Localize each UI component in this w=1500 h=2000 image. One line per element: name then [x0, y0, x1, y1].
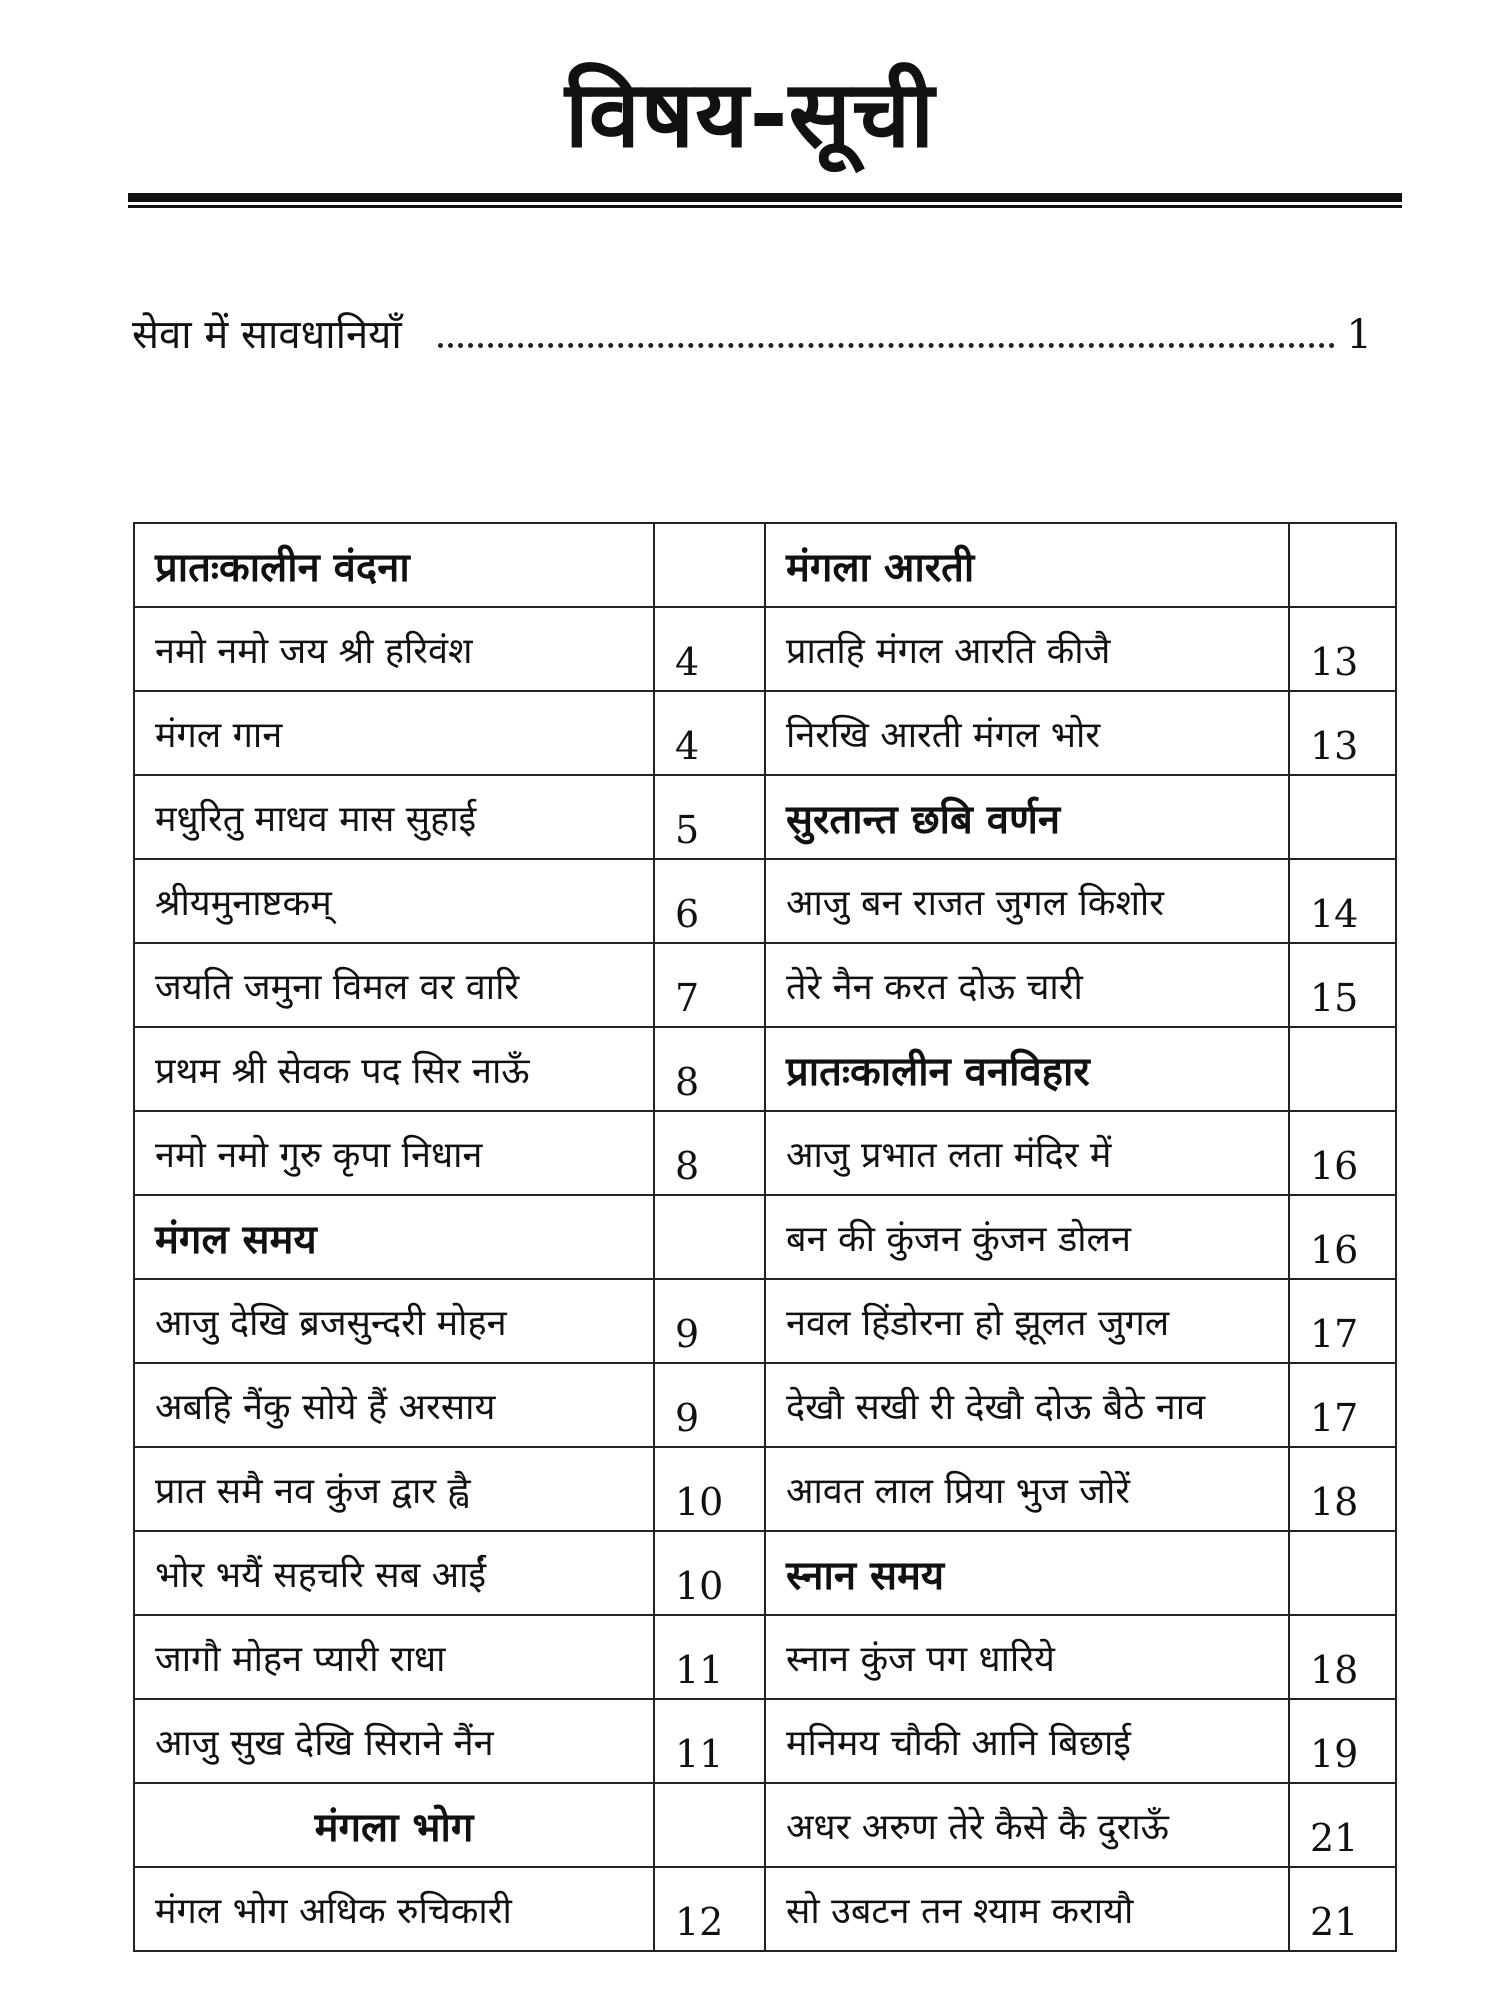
section-heading: मंगला भोग [134, 1783, 654, 1867]
toc-entry-title[interactable]: जागौ मोहन प्यारी राधा [134, 1615, 654, 1699]
toc-entry-title[interactable]: नमो नमो गुरु कृपा निधान [134, 1111, 654, 1195]
section-heading: स्नान समय [765, 1531, 1289, 1615]
toc-entry-title[interactable]: भोर भयैं सहचरि सब आईं [134, 1531, 654, 1615]
dot-leader [438, 311, 1335, 348]
toc-entry-page [654, 523, 765, 607]
table-row [134, 691, 1396, 775]
toc-entry-title[interactable]: मनिमय चौकी आनि बिछाई [765, 1699, 1289, 1783]
toc-entry-title[interactable]: प्रात समै नव कुंज द्वार ह्वै [134, 1447, 654, 1531]
toc-entry-page: 11 [654, 1615, 765, 1699]
toc-entry-page: 21 [1289, 1867, 1396, 1951]
section-heading: मंगला आरती [765, 523, 1289, 607]
toc-entry-page [654, 1783, 765, 1867]
toc-entry-title[interactable]: मधुरितु माधव मास सुहाई [134, 775, 654, 859]
table-row [134, 1531, 1396, 1615]
section-heading: सुरतान्त छबि वर्णन [765, 775, 1289, 859]
section-heading: प्रातःकालीन वनविहार [765, 1027, 1289, 1111]
table-row [134, 1615, 1396, 1699]
toc-entry-title[interactable]: बन की कुंजन कुंजन डोलन [765, 1195, 1289, 1279]
toc-entry-title[interactable]: श्रीयमुनाष्टकम् [134, 859, 654, 943]
toc-entry-page: 17 [1289, 1363, 1396, 1447]
toc-entry-title[interactable]: स्नान कुंज पग धारिये [765, 1615, 1289, 1699]
page-title: विषय-सूची [564, 61, 936, 168]
toc-entry-title[interactable]: आवत लाल प्रिया भुज जोरें [765, 1447, 1289, 1531]
table-row [134, 775, 1396, 859]
toc-entry-title[interactable]: आजु देखि ब्रजसुन्दरी मोहन [134, 1279, 654, 1363]
toc-entry-page: 8 [654, 1111, 765, 1195]
section-heading: प्रातःकालीन वंदना [134, 523, 654, 607]
toc-entry-page [1289, 523, 1396, 607]
intro-entry[interactable] [132, 305, 1372, 365]
toc-entry-page [1289, 1027, 1396, 1111]
toc-entry-page: 17 [1289, 1279, 1396, 1363]
title-divider-thick [128, 193, 1402, 202]
toc-entry-page: 21 [1289, 1783, 1396, 1867]
title-divider-thin [128, 205, 1402, 208]
toc-entry-title[interactable]: तेरे नैन करत दोऊ चारी [765, 943, 1289, 1027]
toc-entry-page: 6 [654, 859, 765, 943]
toc-entry-page: 18 [1289, 1447, 1396, 1531]
toc-entry-title[interactable]: निरखि आरती मंगल भोर [765, 691, 1289, 775]
toc-entry-title[interactable]: अबहि नैंकु सोये हैं अरसाय [134, 1363, 654, 1447]
toc-entry-title[interactable]: आजु सुख देखि सिराने नैंन [134, 1699, 654, 1783]
toc-entry-page: 4 [654, 691, 765, 775]
toc-entry-page: 9 [654, 1363, 765, 1447]
toc-entry-page: 5 [654, 775, 765, 859]
toc-entry-title[interactable]: जयति जमुना विमल वर वारि [134, 943, 654, 1027]
toc-entry-page: 7 [654, 943, 765, 1027]
toc-entry-title[interactable]: नमो नमो जय श्री हरिवंश [134, 607, 654, 691]
toc-entry-page: 10 [654, 1447, 765, 1531]
toc-entry-page [654, 1195, 765, 1279]
table-row [134, 1027, 1396, 1111]
toc-entry-title[interactable]: आजु बन राजत जुगल किशोर [765, 859, 1289, 943]
toc-entry-page [1289, 775, 1396, 859]
toc-entry-title[interactable]: नवल हिंडोरना हो झूलत जुगल [765, 1279, 1289, 1363]
toc-entry-page: 4 [654, 607, 765, 691]
table-row [134, 943, 1396, 1027]
toc-entry-page: 18 [1289, 1615, 1396, 1699]
table-row [134, 859, 1396, 943]
toc-entry-page: 13 [1289, 691, 1396, 775]
toc-entry-page: 14 [1289, 859, 1396, 943]
toc-entry-title[interactable]: मंगल गान [134, 691, 654, 775]
toc-entry-page: 8 [654, 1027, 765, 1111]
toc-entry-title[interactable]: अधर अरुण तेरे कैसे कै दुराऊँ [765, 1783, 1289, 1867]
table-row [134, 1447, 1396, 1531]
toc-entry-page: 16 [1289, 1111, 1396, 1195]
toc-entry-title[interactable]: प्रथम श्री सेवक पद सिर नाऊँ [134, 1027, 654, 1111]
intro-entry-page: 1 [1346, 312, 1372, 358]
contents-table [133, 522, 1397, 1952]
toc-entry-page: 15 [1289, 943, 1396, 1027]
toc-entry-page: 12 [654, 1867, 765, 1951]
toc-entry-title[interactable]: देखौ सखी री देखौ दोऊ बैठे नाव [765, 1363, 1289, 1447]
table-row [134, 607, 1396, 691]
toc-entry-page [1289, 1531, 1396, 1615]
toc-entry-page: 11 [654, 1699, 765, 1783]
table-row [134, 1783, 1396, 1867]
toc-entry-page: 10 [654, 1531, 765, 1615]
table-row [134, 1111, 1396, 1195]
toc-entry-title[interactable]: मंगल भोग अधिक रुचिकारी [134, 1867, 654, 1951]
toc-entry-title[interactable]: आजु प्रभात लता मंदिर में [765, 1111, 1289, 1195]
table-row [134, 1279, 1396, 1363]
toc-entry-page: 16 [1289, 1195, 1396, 1279]
section-heading: मंगल समय [134, 1195, 654, 1279]
table-row [134, 1699, 1396, 1783]
toc-entry-title[interactable]: सो उबटन तन श्याम करायौ [765, 1867, 1289, 1951]
toc-entry-page: 19 [1289, 1699, 1396, 1783]
intro-entry-label: सेवा में सावधानियाँ [132, 312, 402, 358]
table-row [134, 523, 1396, 607]
table-row [134, 1867, 1396, 1951]
toc-entry-page: 13 [1289, 607, 1396, 691]
toc-entry-title[interactable]: प्रातहि मंगल आरति कीजै [765, 607, 1289, 691]
table-row [134, 1195, 1396, 1279]
table-row [134, 1363, 1396, 1447]
toc-entry-page: 9 [654, 1279, 765, 1363]
